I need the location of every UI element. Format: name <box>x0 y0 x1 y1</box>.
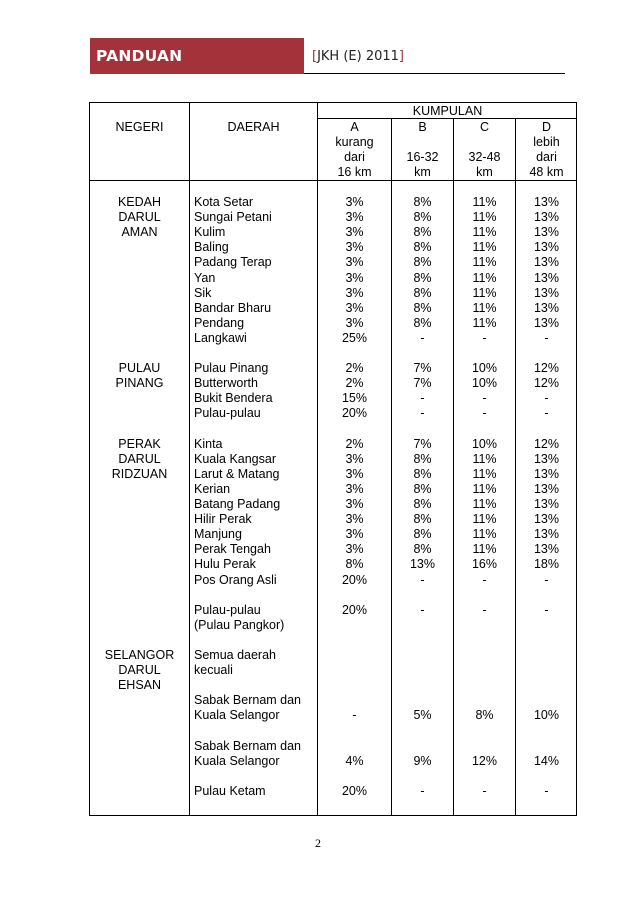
rate-cell-c: - <box>482 602 487 617</box>
rate-cell-c: 8% <box>475 708 494 723</box>
rate-cell-d: - <box>544 330 549 345</box>
rate-cell-a: 3% <box>345 225 364 240</box>
rate-cell-b: 8% <box>413 240 432 255</box>
rate-cell-d: 12% <box>533 361 560 376</box>
daerah-cell: Pulau-pulau <box>194 602 261 617</box>
rate-cell-c: 11% <box>472 497 497 511</box>
rate-cell-c: 11% <box>472 255 497 270</box>
negeri-cell: DARUL <box>118 663 161 678</box>
rate-cell-c: 11% <box>472 466 497 481</box>
rate-cell-c: - <box>482 783 487 798</box>
group-b-letter: B <box>418 120 427 134</box>
rate-cell-d: 13% <box>533 481 560 496</box>
daerah-cell: Pendang <box>194 315 245 330</box>
rate-cell-b: 7% <box>413 361 432 376</box>
rate-cell-b: 8% <box>413 210 432 225</box>
rate-cell-c: 11% <box>472 195 497 209</box>
daerah-cell: Pulau Ketam <box>194 783 266 798</box>
rate-cell-d: 10% <box>533 708 560 723</box>
rate-cell-b: - <box>420 406 425 421</box>
header-rule <box>304 73 565 74</box>
rate-cell-a: 3% <box>345 542 364 557</box>
daerah-cell: Kuala Selangor <box>194 708 280 723</box>
rate-cell-c: - <box>482 391 487 406</box>
rate-cell-c: 11% <box>472 527 497 542</box>
daerah-cell: Kuala Kangsar <box>194 451 277 466</box>
daerah-cell: Pulau-pulau <box>194 406 261 421</box>
rate-cell-b: 8% <box>413 285 432 300</box>
rate-cell-a: 3% <box>345 195 364 209</box>
rate-cell-b: 8% <box>413 315 432 330</box>
rate-cell-d: - <box>544 391 549 406</box>
negeri-cell: DARUL <box>118 210 161 225</box>
rate-cell-a: 3% <box>345 481 364 496</box>
daerah-cell: Kulim <box>194 225 226 240</box>
rate-cell-c: 10% <box>471 361 498 376</box>
rate-cell-c: 11% <box>472 240 497 255</box>
group-a-desc: dari <box>344 150 365 165</box>
rate-cell-a: 3% <box>345 466 364 481</box>
rate-cell-b: - <box>420 330 425 345</box>
daerah-cell: Baling <box>194 240 229 255</box>
rate-cell-c: 11% <box>472 315 497 330</box>
daerah-cell: Kinta <box>194 436 223 451</box>
rate-cell-a: 2% <box>345 436 364 451</box>
rate-cell-a: 3% <box>345 285 364 300</box>
header-code-close-bracket: ] <box>398 49 404 64</box>
group-b-desc: 16-32 <box>406 150 439 165</box>
rate-cell-b: - <box>420 602 425 617</box>
group-a-letter: A <box>350 120 359 134</box>
rate-cell-a: 4% <box>345 753 364 768</box>
rate-cell-d: - <box>544 572 549 587</box>
rate-cell-b: 7% <box>413 376 432 391</box>
rate-cell-b: - <box>420 572 425 587</box>
rate-cell-b: 8% <box>413 527 432 542</box>
rate-cell-d: 13% <box>533 255 560 270</box>
rate-cell-d: 14% <box>533 753 560 768</box>
group-c-desc: 32-48 <box>468 150 501 165</box>
negeri-cell: EHSAN <box>117 678 162 693</box>
rate-cell-d: - <box>544 783 549 798</box>
rate-table <box>89 102 577 816</box>
daerah-cell: Bandar Bharu <box>194 300 272 315</box>
negeri-cell: AMAN <box>121 225 158 240</box>
rate-cell-c: - <box>482 572 487 587</box>
rate-cell-d: - <box>544 602 549 617</box>
group-b-desc: km <box>414 165 431 180</box>
group-a-desc: 16 km <box>337 165 372 180</box>
rate-cell-d: 13% <box>533 270 560 285</box>
rate-cell-a: 15% <box>341 391 368 406</box>
daerah-cell: Larut & Matang <box>194 466 280 481</box>
rate-cell-b: 8% <box>413 497 432 511</box>
rate-cell-d: 13% <box>533 451 560 466</box>
daerah-cell: Kerian <box>194 481 231 496</box>
rate-cell-d: 18% <box>533 557 560 572</box>
daerah-cell: Hulu Perak <box>194 557 256 572</box>
rate-cell-d: 13% <box>533 195 560 209</box>
rate-cell-b: 8% <box>413 300 432 315</box>
rate-cell-d: 13% <box>533 466 560 481</box>
daerah-cell: (Pulau Pangkor) <box>194 617 285 632</box>
rate-cell-b: 5% <box>413 708 432 723</box>
rate-cell-b: 8% <box>413 542 432 557</box>
rate-cell-a: 20% <box>341 602 368 617</box>
rate-cell-b: 7% <box>413 436 432 451</box>
header-title: PANDUAN PENGGUNAAN <box>90 38 304 74</box>
rate-cell-a: 20% <box>341 783 368 798</box>
rate-cell-d: 13% <box>533 315 560 330</box>
rate-cell-c: 11% <box>472 481 497 496</box>
rate-cell-a: 3% <box>345 512 364 527</box>
rate-cell-c: 11% <box>472 451 497 466</box>
rate-cell-a: 25% <box>341 330 368 345</box>
rate-cell-a: 3% <box>345 527 364 542</box>
header-code <box>312 49 404 64</box>
rate-cell-d: 13% <box>533 512 560 527</box>
rate-cell-b: 8% <box>413 451 432 466</box>
rate-cell-b: 8% <box>413 270 432 285</box>
rate-cell-a: 8% <box>345 557 364 572</box>
daerah-cell: Semua daerah <box>194 648 277 662</box>
negeri-cell: PINANG <box>115 376 164 391</box>
daerah-cell: Batang Padang <box>194 497 281 511</box>
daerah-cell: Sabak Bernam dan <box>194 693 302 708</box>
rate-cell-c: 16% <box>471 557 498 572</box>
rate-cell-a: 20% <box>341 572 368 587</box>
negeri-cell: RIDZUAN <box>111 466 168 481</box>
group-c-letter: C <box>479 120 490 134</box>
page-header <box>90 38 565 101</box>
rate-cell-a: 3% <box>345 300 364 315</box>
col-header-negeri: NEGERI <box>115 120 164 134</box>
rate-cell-b: 8% <box>413 255 432 270</box>
rate-cell-a: 2% <box>345 361 364 376</box>
rate-cell-d: 12% <box>533 436 560 451</box>
negeri-cell: PERAK <box>118 436 161 451</box>
rate-cell-c: - <box>482 330 487 345</box>
rate-cell-b: 8% <box>413 466 432 481</box>
header-code-text: JKH (E) 2011 <box>317 49 399 64</box>
rate-cell-d: 13% <box>533 497 560 511</box>
group-d-letter: D <box>541 120 552 134</box>
group-d-desc: dari <box>536 150 557 165</box>
rate-cell-d: 12% <box>533 376 560 391</box>
rate-cell-c: 11% <box>472 210 497 225</box>
rate-cell-d: 13% <box>533 527 560 542</box>
daerah-cell: Manjung <box>194 527 242 542</box>
daerah-cell: Sik <box>194 285 212 300</box>
daerah-cell: Hilir Perak <box>194 512 252 527</box>
daerah-cell: kecuali <box>194 663 233 678</box>
col-header-daerah: DAERAH <box>227 120 280 134</box>
daerah-cell: Kuala Selangor <box>194 753 280 768</box>
group-d-desc: 48 km <box>529 165 564 180</box>
daerah-cell: Bukit Bendera <box>194 391 273 406</box>
rate-cell-b: - <box>420 783 425 798</box>
rate-cell-b: 8% <box>413 481 432 496</box>
rate-cell-c: 10% <box>471 376 498 391</box>
rate-cell-d: 13% <box>533 542 560 557</box>
rate-cell-a: 3% <box>345 270 364 285</box>
rate-cell-d: 13% <box>533 225 560 240</box>
daerah-cell: Sabak Bernam dan <box>194 738 302 753</box>
rate-cell-a: 3% <box>345 497 364 511</box>
daerah-cell: Perak Tengah <box>194 542 271 557</box>
table-divider-negeri <box>189 103 190 815</box>
negeri-cell: SELANGOR <box>104 648 175 662</box>
daerah-cell: Kota Setar <box>194 195 254 209</box>
rate-cell-a: 3% <box>345 240 364 255</box>
rate-cell-b: 13% <box>409 557 436 572</box>
negeri-cell: DARUL <box>118 451 161 466</box>
daerah-cell: Butterworth <box>194 376 258 391</box>
rate-cell-d: 13% <box>533 300 560 315</box>
negeri-cell: PULAU <box>118 361 161 376</box>
daerah-cell: Sungai Petani <box>194 210 272 225</box>
rate-cell-a: 3% <box>345 451 364 466</box>
rate-cell-b: 8% <box>413 195 432 209</box>
rate-cell-d: - <box>544 406 549 421</box>
rate-cell-d: 13% <box>533 210 560 225</box>
rate-cell-b: 8% <box>413 512 432 527</box>
rate-cell-b: 8% <box>413 225 432 240</box>
rate-cell-c: 12% <box>471 753 498 768</box>
rate-cell-c: - <box>482 406 487 421</box>
daerah-cell: Pos Orang Asli <box>194 572 277 587</box>
rate-cell-b: - <box>420 391 425 406</box>
rate-cell-a: 3% <box>345 255 364 270</box>
rate-cell-a: 20% <box>341 406 368 421</box>
group-c-desc: km <box>476 165 493 180</box>
kumpulan-header: KUMPULAN <box>412 104 483 118</box>
rate-cell-c: 11% <box>472 512 497 527</box>
group-a-desc: kurang <box>335 135 374 149</box>
rate-cell-b: 9% <box>413 753 432 768</box>
rate-cell-d: 13% <box>533 240 560 255</box>
negeri-cell: KEDAH <box>117 195 162 209</box>
rate-cell-a: 3% <box>345 315 364 330</box>
page-number: 2 <box>315 836 321 850</box>
daerah-cell: Pulau Pinang <box>194 361 269 376</box>
rate-cell-c: 11% <box>472 542 497 557</box>
header-code-open-bracket: [ <box>312 49 318 64</box>
daerah-cell: Langkawi <box>194 330 247 345</box>
group-d-desc: lebih <box>533 135 560 149</box>
daerah-cell: Yan <box>194 270 216 285</box>
rate-cell-a: - <box>352 708 357 723</box>
rate-cell-a: 2% <box>345 376 364 391</box>
daerah-cell: Padang Terap <box>194 255 272 270</box>
rate-cell-a: 3% <box>345 210 364 225</box>
rate-cell-c: 11% <box>472 300 497 315</box>
rate-cell-c: 10% <box>471 436 498 451</box>
rate-cell-d: 13% <box>533 285 560 300</box>
rate-cell-c: 11% <box>472 270 497 285</box>
rate-cell-c: 11% <box>472 225 497 240</box>
rate-cell-c: 11% <box>472 285 497 300</box>
